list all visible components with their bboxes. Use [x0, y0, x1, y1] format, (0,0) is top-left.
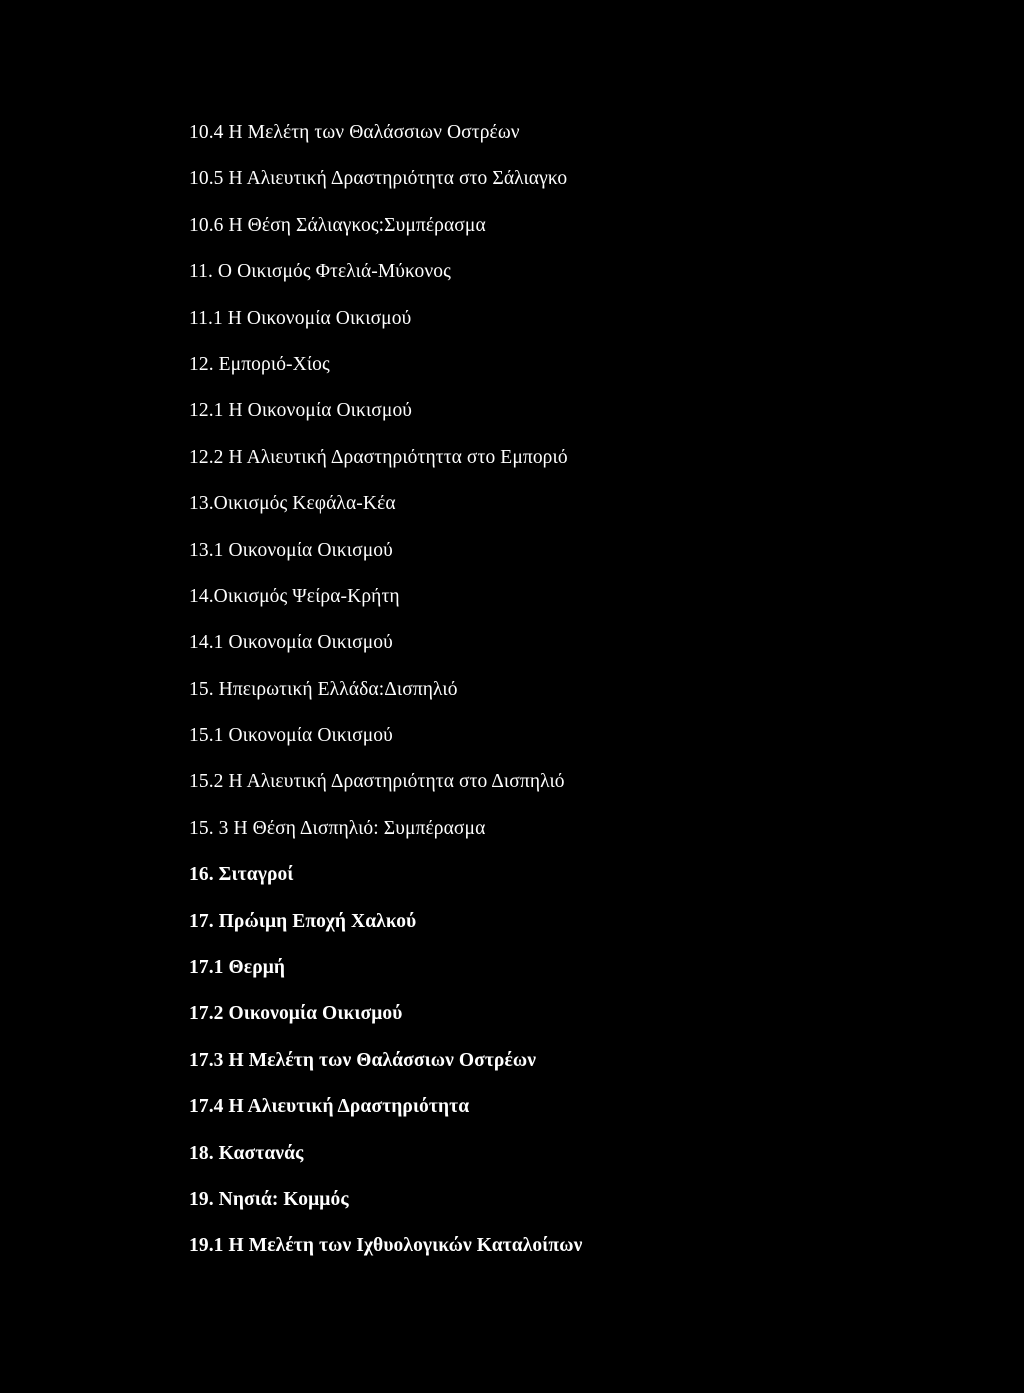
- table-of-contents: [189, 120, 582, 1280]
- toc-entry: 12.1 Η Οικονομία Οικισμού: [189, 400, 413, 422]
- toc-entry: 19.1 Η Μελέτη των Ιχθυολογικών Καταλοίπων: [189, 1235, 583, 1257]
- toc-entry: 15. Ηπειρωτική Ελλάδα:Δισπηλιό: [189, 678, 458, 700]
- toc-entry: 17.1 Θερμή: [189, 957, 286, 979]
- toc-entry: 15. 3 Η Θέση Δισπηλιό: Συμπέρασμα: [189, 817, 486, 839]
- toc-entry: 15.1 Οικονομία Οικισμού: [189, 725, 393, 747]
- toc-entry: 19. Νησιά: Κομμός: [189, 1188, 349, 1210]
- toc-entry: 17. Πρώιμη Εποχή Χαλκού: [189, 910, 417, 932]
- toc-entry: 12. Εμποριό-Χίος: [189, 353, 330, 375]
- toc-entry: 10.6 Η Θέση Σάλιαγκος:Συμπέρασμα: [189, 214, 486, 236]
- toc-entry: 17.3 Η Μελέτη των Θαλάσσιων Οστρέων: [189, 1049, 537, 1071]
- toc-entry: 13.Οικισμός Κεφάλα-Κέα: [189, 493, 396, 515]
- toc-entry: 15.2 Η Αλιευτική Δραστηριότητα στο Δισπηλιό: [189, 771, 565, 793]
- toc-entry: 14.1 Οικονομία Οικισμού: [189, 632, 393, 654]
- toc-entry: 17.4 Η Αλιευτική Δραστηριότητα: [189, 1096, 470, 1118]
- toc-entry: 12.2 Η Αλιευτική Δραστηριότηττα στο Εμποριό: [189, 446, 568, 468]
- toc-entry: 14.Οικισμός Ψείρα-Κρήτη: [189, 585, 400, 607]
- toc-entry: 11.1 Η Οικονομία Οικισμού: [189, 307, 412, 329]
- toc-entry: 16. Σιταγροί: [189, 864, 294, 886]
- toc-entry: 13.1 Οικονομία Οικισμού: [189, 539, 393, 561]
- toc-entry: 18. Καστανάς: [189, 1142, 304, 1164]
- toc-entry: 11. Ο Οικισμός Φτελιά-Μύκονος: [189, 261, 451, 283]
- toc-entry: 17.2 Οικονομία Οικισμού: [189, 1003, 403, 1025]
- toc-entry: 10.4 Η Μελέτη των Θαλάσσιων Οστρέων: [189, 122, 520, 143]
- toc-entry: 10.5 Η Αλιευτική Δραστηριότητα στο Σάλιαγκο: [189, 168, 568, 190]
